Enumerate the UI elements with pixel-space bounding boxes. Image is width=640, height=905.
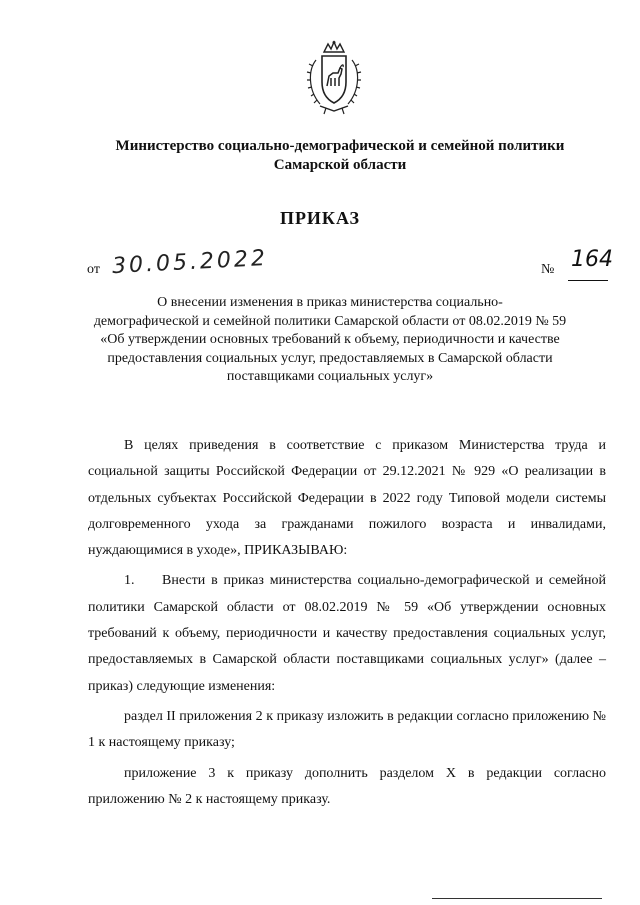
item-number: 1. xyxy=(124,573,135,589)
sub-item-1: раздел II приложения 2 к приказу изложить в редакции согласно приложению № 1 к настоящему приказу; xyxy=(88,708,606,751)
number-prefix: № xyxy=(541,262,555,277)
ministry-name-line2: Самарской области xyxy=(273,157,407,173)
coat-of-arms-icon xyxy=(302,40,366,116)
document-type-title: ПРИКАЗ xyxy=(279,208,361,228)
handwritten-date: 30.05.2022 xyxy=(111,245,269,280)
ministry-name-line1: Министерство социально-демографической и семейной политики xyxy=(115,138,565,154)
subject-line: поставщиками социальных услуг» xyxy=(226,369,434,384)
item-text: Внести в приказ министерства социально-демографической и семейной политики Самарской области от 08.02.2019 № 59 «Об утверждении основных требований к объему, периодичности и качеству предоставления социальных услуг, предоставляемых в Самарской области поставщиками социальных услуг» (далее – приказ) следующие изменения: xyxy=(88,573,606,694)
subject-line: «Об утверждении основных требований к объему, периодичности и качестве xyxy=(100,332,560,347)
order-item-1 xyxy=(88,568,606,699)
preamble-paragraph: В целях приведения в соответствие с приказом Министерства труда и социальной защиты Российской Федерации от 29.12.2021 № 929 «О реализации в отдельных субъектах Российской Федерации в 2022 году Типовой модели системы долговременного ухода за гражданами пожилого возраста и инвалидами, нуждающимися в уходе», ПРИКАЗЫВАЮ: xyxy=(88,438,606,559)
number-underline xyxy=(568,280,608,281)
subject-line: предоставления социальных услуг, предоставляемых в Самарской области xyxy=(107,350,553,366)
ministry-name xyxy=(100,137,580,175)
order-body xyxy=(88,433,606,813)
sub-item-2: приложение 3 к приказу дополнить разделом X в редакции согласно приложению № 2 к настоящему приказу. xyxy=(88,765,606,807)
order-subject xyxy=(90,294,570,387)
handwritten-number: 164 xyxy=(571,247,613,272)
subject-line: демографической и семейной политики Самарской области от 08.02.2019 № 59 xyxy=(93,313,567,329)
footer-rule xyxy=(432,898,602,899)
date-prefix: от xyxy=(87,262,100,277)
subject-line: О внесении изменения в приказ министерства социально- xyxy=(157,295,503,310)
